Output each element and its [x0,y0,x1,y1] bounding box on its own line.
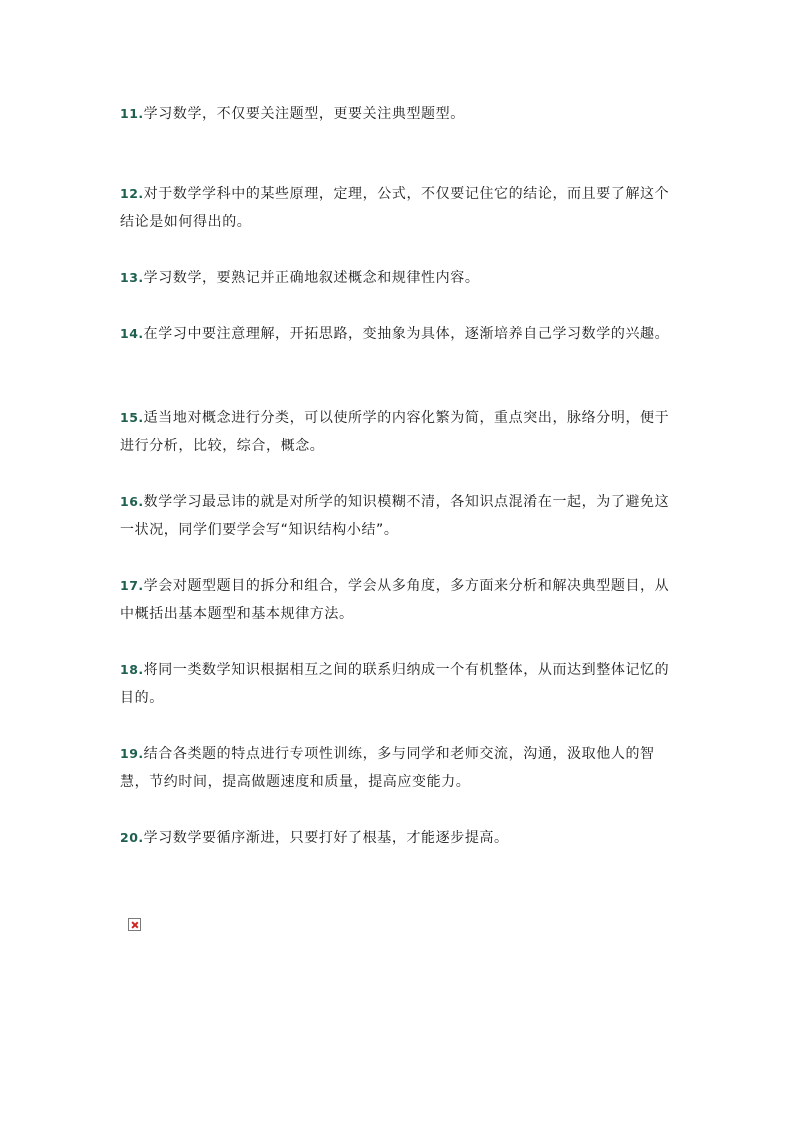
item-text: 在学习中要注意理解，开拓思路，变抽象为具体，逐渐培养自己学习数学的兴趣。 [143,326,670,342]
item-number: 16. [120,494,144,509]
list-item-11 [120,100,676,128]
item-number: 18. [120,662,144,677]
item-number: 12. [120,186,144,201]
item-text: 结合各类题的特点进行专项性训练，多与同学和老师交流，沟通，汲取他人的智慧，节约时间，提高做题速度和质量，提高应变能力。 [120,746,655,790]
item-text: 数学学习最忌讳的就是对所学的知识模糊不清，各知识点混淆在一起，为了避免这一状况，同学们要学会写“知识结构小结”。 [120,494,670,538]
item-number: 14. [120,326,144,341]
item-number: 13. [120,270,144,285]
list-item-16 [120,488,676,544]
item-text: 对于数学学科中的某些原理，定理，公式，不仅要记住它的结论，而且要了解这个结论是如何得出的。 [120,186,670,230]
list-item-19 [120,740,676,796]
item-text: 学习数学要循序渐进，只要打好了根基，才能逐步提高。 [143,830,509,846]
item-number: 15. [120,410,144,425]
list-item-12 [120,180,676,236]
item-text: 适当地对概念进行分类，可以使所学的内容化繁为简，重点突出，脉络分明，便于进行分析，比较，综合，概念。 [120,410,670,454]
list-item-18 [120,656,676,712]
broken-image-icon [128,918,141,931]
item-text: 将同一类数学知识根据相互之间的联系归纳成一个有机整体，从而达到整体记忆的目的。 [120,662,670,706]
item-text: 学习数学，要熟记并正确地叙述概念和规律性内容。 [143,270,480,286]
item-number: 19. [120,746,144,761]
list-item-17 [120,572,676,628]
item-text: 学会对题型题目的拆分和组合，学会从多角度，多方面来分析和解决典型题目，从中概括出基本题型和基本规律方法。 [120,578,670,622]
item-number: 20. [120,830,144,845]
list-item-13 [120,264,676,292]
list-item-15 [120,404,676,460]
item-number: 17. [120,578,144,593]
list-item-20 [120,824,676,852]
list-item-14 [120,320,676,348]
item-number: 11. [120,106,144,121]
item-text: 学习数学，不仅要关注题型，更要关注典型题型。 [143,106,465,122]
